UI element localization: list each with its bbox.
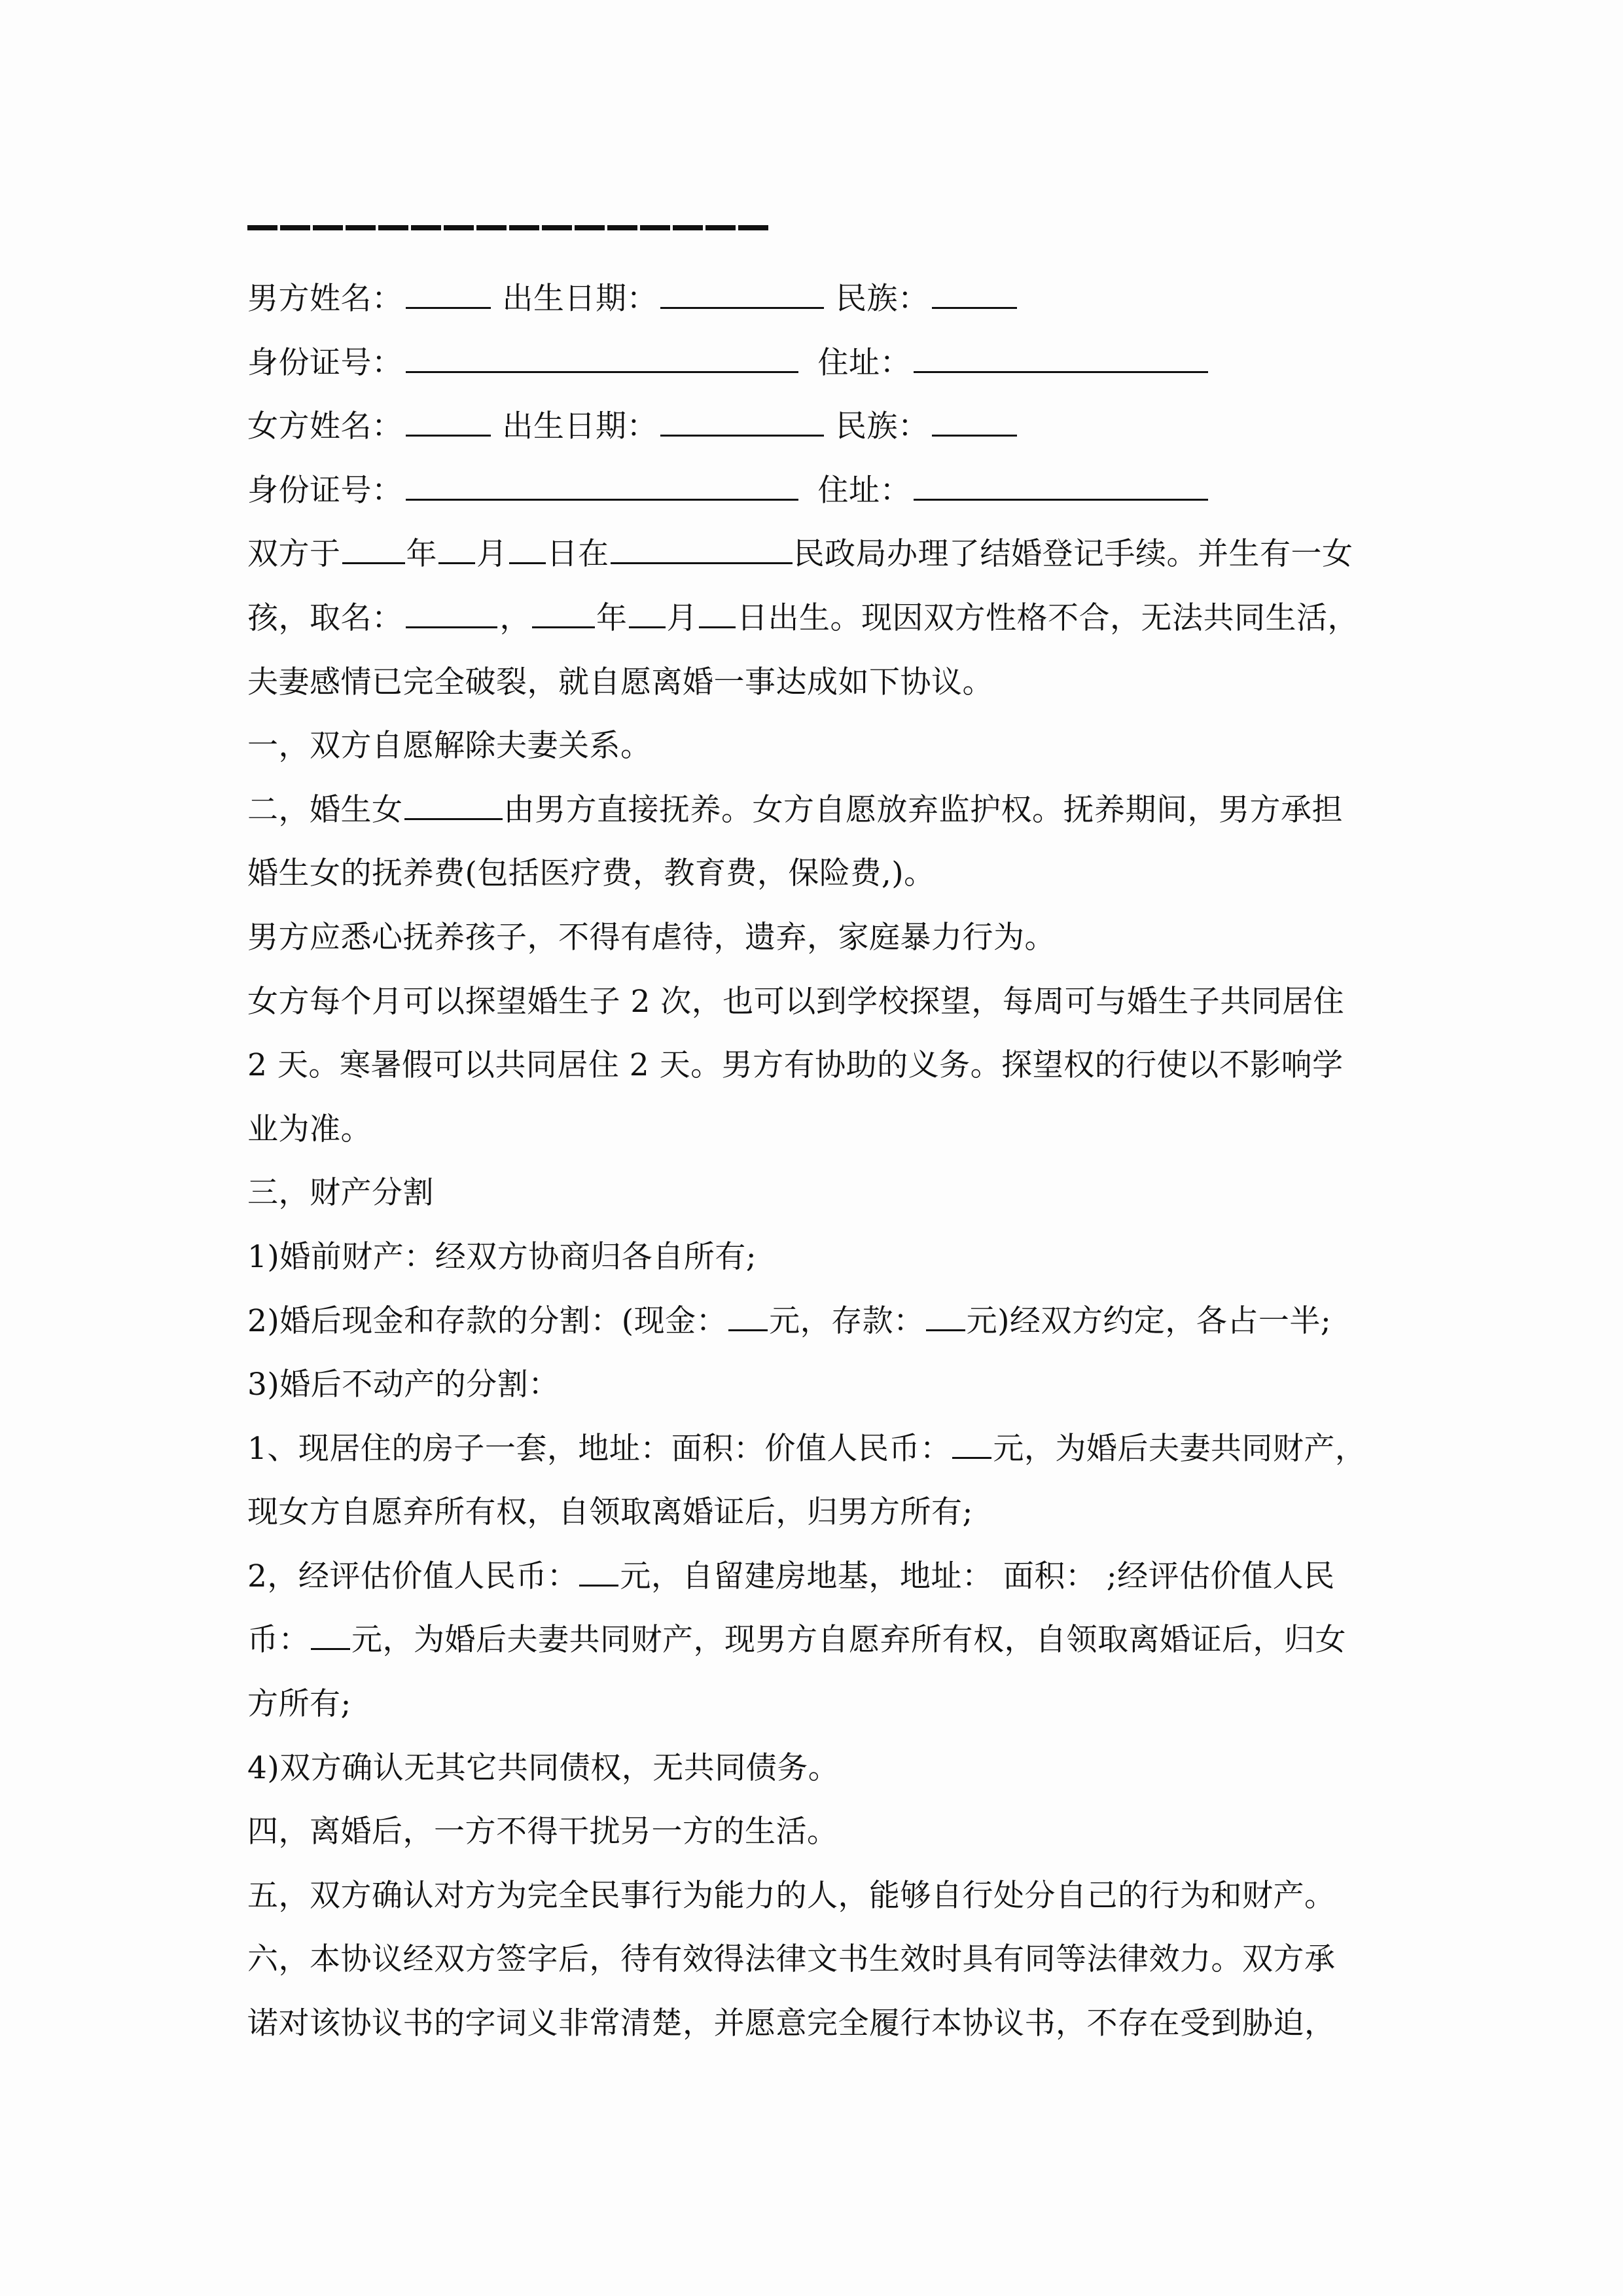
female-info-line: [247, 395, 1399, 459]
male-birth-date-label: 出生日期：: [502, 281, 658, 317]
female-birth-date-blank: [660, 407, 824, 437]
male-ethnicity-blank: [932, 279, 1017, 309]
clause-text: 元，为婚后夫妻共同财产，现男方自愿弃所有权，自领取离婚证后，归女: [351, 1622, 1346, 1659]
clause-text: 一，双方自愿解除夫妻关系。: [247, 728, 652, 764]
clause-2-line-6: [247, 1098, 1399, 1162]
day-label: 日在: [546, 536, 609, 573]
clause-text: 男方应悉心抚养孩子，不得有虐待，遗弃，家庭暴力行为。: [247, 919, 1056, 956]
clause-3-heading: [247, 1161, 1399, 1225]
clause-3-3-1-line-1: [247, 1417, 1399, 1481]
female-birth-date-label: 出生日期：: [502, 408, 658, 445]
female-name-label: 女方姓名：: [247, 408, 403, 445]
clause-text: 业为准。: [247, 1111, 372, 1147]
clause-3-item-4: [247, 1736, 1399, 1801]
marriage-day-blank: [509, 535, 546, 564]
clause-text: 诺对该协议书的字词义非常清楚，并愿意完全履行本协议书，不存在受到胁迫，: [247, 2005, 1336, 2042]
clause-text: 婚生女的抚养费(包括医疗费，教育费，保险费,)。: [247, 855, 935, 892]
female-id-line: [247, 459, 1399, 523]
clause-text: 元，为婚后夫妻共同财产，: [993, 1430, 1366, 1467]
intro-text: 双方于: [247, 536, 341, 573]
clause-text: 五，双方确认对方为完全民事行为能力的人，能够自行处分自己的行为和财产。: [247, 1877, 1336, 1914]
male-ethnicity-label: 民族：: [836, 281, 929, 317]
document-page: [247, 209, 1399, 2056]
comma: ，: [499, 600, 531, 636]
female-address-blank: [914, 471, 1208, 500]
clause-3-3-1-line-2: [247, 1480, 1399, 1545]
clause-3-item-2: [247, 1289, 1399, 1354]
clause-text: 币：: [247, 1622, 310, 1659]
clause-text: 现女方自愿弃所有权，自领取离婚证后，归男方所有;: [247, 1494, 973, 1531]
clause-3-3-2-line-3: [247, 1672, 1399, 1736]
clause-3-item-3: [247, 1353, 1399, 1417]
male-id-blank: [406, 343, 798, 372]
clause-text: 2，经评估价值人民币：: [247, 1558, 579, 1594]
clause-text: 方所有;: [247, 1686, 351, 1723]
marriage-month-blank: [438, 535, 475, 564]
clause-1: [247, 714, 1399, 778]
female-ethnicity-label: 民族：: [836, 408, 929, 445]
female-address-label: 住址：: [817, 472, 911, 509]
clause-text: 4)双方确认无其它共同债权，无共同债务。: [247, 1749, 840, 1786]
male-address-blank: [914, 343, 1208, 372]
intro-line-2: [247, 586, 1399, 651]
male-info-line: [247, 267, 1399, 331]
clause-6-line-1: [247, 1928, 1399, 1992]
clause-text: 2)婚后现金和存款的分割：(现金：: [247, 1302, 728, 1339]
clause-heading: 三，财产分割: [247, 1175, 434, 1211]
deposit-amount-blank: [926, 1301, 965, 1331]
clause-text: 1)婚前财产：经双方协商归各自所有;: [247, 1238, 757, 1275]
female-ethnicity-blank: [932, 407, 1017, 437]
male-name-label: 男方姓名：: [247, 281, 403, 317]
child-birth-month-blank: [629, 599, 666, 628]
child-birth-year-blank: [532, 599, 595, 628]
clause-text: 六，本协议经双方签字后，待有效得法律文书生效时具有同等法律效力。双方承: [247, 1941, 1336, 1978]
male-id-line: [247, 331, 1399, 395]
intro-line-3: [247, 651, 1399, 715]
child-name-blank: [406, 599, 497, 628]
clause-2-line-2: [247, 842, 1399, 906]
house-value-blank: [952, 1429, 991, 1458]
male-id-label: 身份证号：: [247, 344, 403, 381]
intro-text: 夫妻感情已完全破裂，就自愿离婚一事达成如下协议。: [247, 664, 993, 700]
month-label: 月: [666, 600, 698, 636]
clause-2-line-5: [247, 1033, 1399, 1098]
year-label: 年: [406, 536, 437, 573]
clause-text: 2 天。寒暑假可以共同居住 2 天。男方有协助的义务。探望权的行使以不影响学: [247, 1047, 1344, 1084]
clause-text: 元，存款：: [769, 1302, 925, 1339]
female-id-blank: [406, 471, 798, 500]
intro-text: 孩，取名：: [247, 600, 403, 636]
female-id-label: 身份证号：: [247, 472, 403, 509]
intro-line-1: [247, 522, 1399, 586]
male-address-label: 住址：: [817, 344, 911, 381]
marriage-year-blank: [342, 535, 405, 564]
clause-text: 由男方直接抚养。女方自愿放弃监护权。抚养期间，男方承担: [503, 791, 1343, 828]
top-rule: [247, 225, 769, 230]
clause-text: 二，婚生女: [247, 791, 403, 828]
clause-4: [247, 1800, 1399, 1864]
land-value-blank-2: [311, 1621, 350, 1650]
male-name-blank: [406, 279, 491, 309]
registry-place-blank: [611, 535, 793, 564]
month-label: 月: [476, 536, 508, 573]
document-body: [247, 267, 1399, 2056]
cash-amount-blank: [728, 1301, 768, 1331]
clause-text: 1、现居住的房子一套，地址：面积：价值人民币：: [247, 1430, 952, 1467]
clause-6-line-2: [247, 1992, 1399, 2056]
land-value-blank: [579, 1557, 618, 1587]
clause-5: [247, 1864, 1399, 1928]
clause-3-3-2-line-2: [247, 1608, 1399, 1672]
year-label: 年: [596, 600, 628, 636]
child-birth-day-blank: [699, 599, 736, 628]
clause-text: 元)经双方约定，各占一半;: [966, 1302, 1332, 1339]
clause-3-3-2-line-1: [247, 1545, 1399, 1609]
clause-2-line-4: [247, 970, 1399, 1034]
intro-text: 日出生。现因双方性格不合，无法共同生活，: [737, 600, 1359, 636]
clause-text: 四，离婚后，一方不得干扰另一方的生活。: [247, 1814, 838, 1850]
female-name-blank: [406, 407, 491, 437]
clause-2-line-1: [247, 778, 1399, 842]
intro-text: 民政局办理了结婚登记手续。并生有一女: [793, 536, 1353, 573]
clause-3-item-1: [247, 1225, 1399, 1289]
clause-text: 元，自留建房地基，地址： 面积： ;经评估价值人民: [620, 1558, 1335, 1594]
clause-2-line-3: [247, 906, 1399, 970]
clause-text: 3)婚后不动产的分割：: [247, 1367, 560, 1403]
male-birth-date-blank: [660, 279, 824, 309]
child-name-blank: [404, 790, 503, 819]
clause-text: 女方每个月可以探望婚生子 2 次，也可以到学校探望，每周可与婚生子共同居住: [247, 983, 1345, 1020]
